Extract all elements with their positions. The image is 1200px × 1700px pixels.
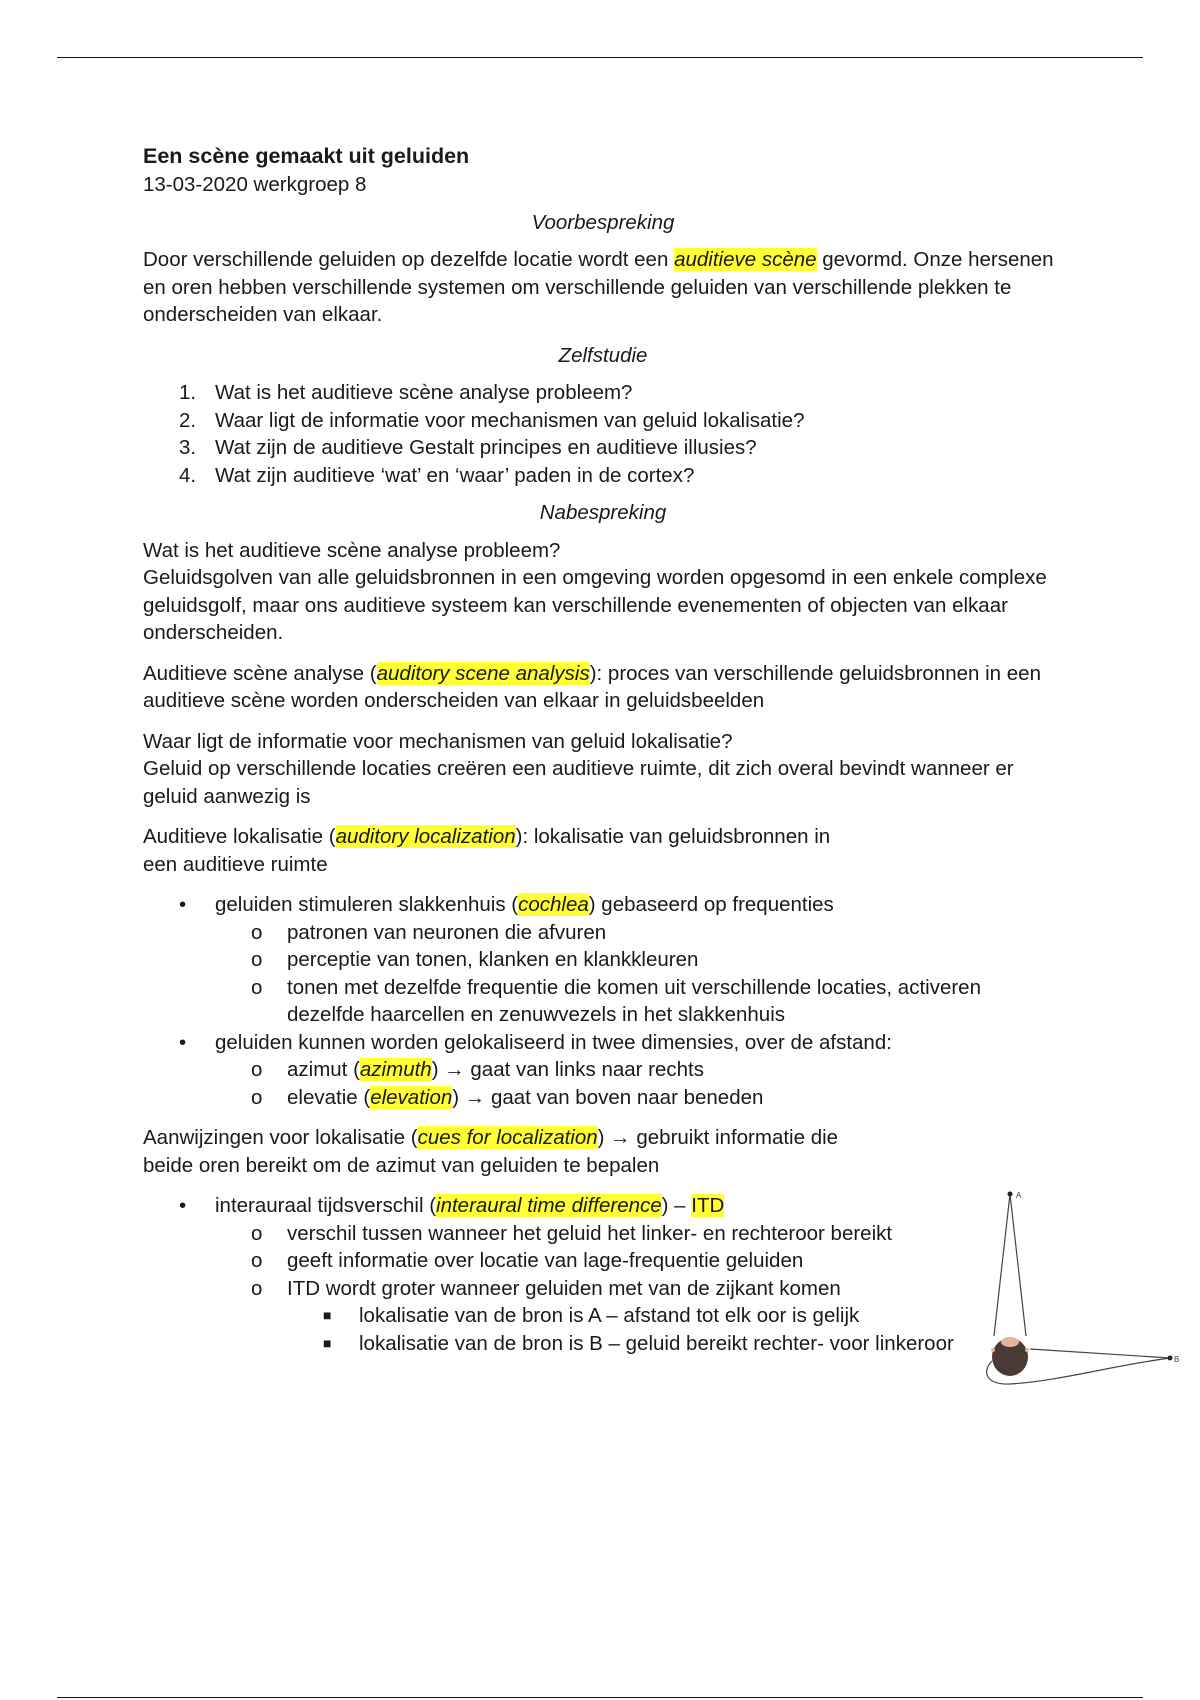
footer-rule [57,1697,1143,1698]
q2-paragraph [143,728,1063,811]
sound-line-a-right [1010,1194,1026,1336]
q1-paragraph [143,537,1063,647]
q2-answer: Geluid op verschillende locaties creëren een auditieve ruimte, dit zich overal bevindt wanneer er geluid aanwezig is [143,757,1014,808]
list-item: • geluiden kunnen worden gelokaliseerd in twee dimensies, over de afstand: o azimut (azimuth) → gaat van links naar rechts o elevatie (elevation) → gaat van boven naar beneden [143,1029,1063,1112]
cues-paragraph: Aanwijzingen voor lokalisatie (cues for localization) → gebruikt informatie die beide oren bereikt om de azimut van geluiden te bepalen [143,1126,839,1177]
date-line: 13-03-2020 werkgroep 8 [143,173,367,196]
highlight-term: auditory localization [335,825,516,848]
list-item: o ITD wordt groter wanneer geluiden met van de zijkant komen ■ lokalisatie van de bron is A – afstand tot elk oor is gelijk ■ lokalisatie van de bron is B – geluid bereikt rechter- voor linkeroor [215,1275,1063,1358]
source-b-dot [1168,1356,1173,1361]
document-page [143,142,1063,1370]
list-item: o elevatie (elevation) → gaat van boven naar beneden [251,1085,764,1109]
sound-line-a-left [994,1194,1010,1336]
intro-text: Door verschillende geluiden op dezelfde locatie wordt een [143,248,675,271]
list-item: o verschil tussen wanneer het geluid het linker- en rechteroor bereikt [251,1221,893,1245]
intro-text-end: gevormd. Onze hersenen en oren hebben verschillende systemen om verschillende geluiden van verschillende plekken te onderscheiden van elkaar. [143,248,1054,326]
list-item: • interauraal tijdsverschil (interaural time difference) – ITD o verschil tussen wanneer het geluid het linker- en rechteroor bereikt o geeft informatie over locatie van lage-frequentie geluiden o ITD wordt groter wanneer geluiden met van de zijkant komen ■ lokalisatie van de bron is A – afstand tot elk oor is gelijk ■ lokalisatie van de bron is B – geluid bereikt rechter- voor linkeroor [143,1192,1063,1357]
q1-question: Wat is het auditieve scène analyse probleem? [143,538,561,562]
list-item: o azimut (azimuth) → gaat van links naar rechts [251,1058,705,1081]
list-item: ■ lokalisatie van de bron is A – afstand tot elk oor is gelijk [323,1304,860,1327]
bullet-dot: • [179,1194,187,1217]
list-item: o patronen van neuronen die afvuren [251,920,607,944]
q2-question: Waar ligt de informatie voor mechanismen van geluid lokalisatie? [143,729,733,753]
list-item: o tonen met dezelfde frequentie die komen uit verschillende locaties, activeren dezelfde haarcellen en zenuwvezels in het slakkenhuis [251,975,981,1026]
sound-line-b-top [1030,1349,1170,1358]
highlight-term: auditieve scène [674,248,817,271]
list-item: o perceptie van tonen, klanken en klankkleuren [251,948,699,971]
section-heading-voorbespreking: Voorbespreking [531,210,675,234]
highlight-abbr: ITD [691,1194,725,1217]
label-b: B [1174,1355,1180,1364]
face-icon [1001,1337,1019,1347]
highlight-term: cochlea [518,893,589,916]
q1-answer: Geluidsgolven van alle geluidsbronnen in een omgeving worden opgesomd in een enkele complexe geluidsgolf, maar ons auditieve systeem kan verschillende evenementen of objecten van elkaar onderscheiden. [143,566,1047,644]
list-item: 1. Wat is het auditieve scène analyse probleem? [179,381,633,404]
highlight-term: auditory scene analysis [376,661,590,685]
list-item: 2. Waar ligt de informatie voor mechanismen van geluid lokalisatie? [179,408,805,432]
bullet-dot: • [179,893,187,916]
document-title: Een scène gemaakt uit geluiden [143,144,470,168]
list-item: • geluiden stimuleren slakkenhuis (cochlea) gebaseerd op frequenties o patronen van neuronen die afvuren o perceptie van tonen, klanken en klankkleuren o tonen met dezelfde frequentie die komen uit verschillende locaties, activeren dezelfde haarcellen en zenuwvezels in het slakkenhuis [143,891,1063,1029]
intro-paragraph [143,246,1063,329]
list-item: 4. Wat zijn auditieve ‘wat’ en ‘waar’ paden in de cortex? [179,463,695,487]
right-ear-icon [1025,1348,1029,1352]
list-item: o geeft informatie over locatie van lage-frequentie geluiden [251,1249,804,1272]
source-a-dot [1008,1192,1013,1197]
list-item: ■ lokalisatie van de bron is B – geluid bereikt rechter- voor linkeroor [323,1331,954,1355]
bullet-dot: • [179,1030,187,1054]
highlight-term: elevation [370,1085,453,1109]
section-heading-nabespreking: Nabespreking [539,501,667,524]
localization-paragraph: Auditieve lokalisatie (auditory localization): lokalisatie van geluidsbronnen in een auditieve ruimte [143,825,831,876]
itd-head-diagram [970,1186,1180,1396]
highlight-term: cues for localization [417,1126,598,1149]
label-a: A [1016,1191,1022,1200]
header-rule [57,57,1143,58]
localization-bullets [143,891,1063,1111]
highlight-term: azimuth [359,1058,432,1081]
itd-bullets [143,1192,1063,1357]
question-list [143,379,1063,489]
asa-paragraph: Auditieve scène analyse (auditory scene analysis): proces van verschillende geluidsbronnen in een auditieve scène worden onderscheiden van elkaar in geluidsbeelden [143,661,1041,712]
section-heading-zelfstudie: Zelfstudie [558,343,648,367]
list-item: 3. Wat zijn de auditieve Gestalt principes en auditieve illusies? [179,436,757,459]
left-ear-icon [991,1348,995,1352]
highlight-term: interaural time difference [436,1194,662,1217]
